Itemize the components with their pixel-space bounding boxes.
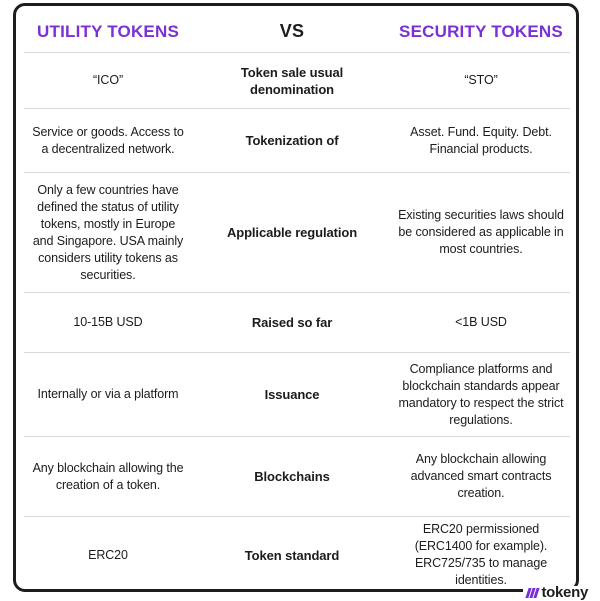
- table-row: [24, 173, 570, 293]
- security-value: Compliance platforms and blockchain standards appear mandatory to respect the strict regulations.: [398, 361, 564, 427]
- criterion-label: Token sale usual denomination: [240, 64, 344, 97]
- criterion-label: Token standard: [244, 547, 340, 563]
- header-row: [24, 10, 570, 53]
- utility-value: “ICO”: [92, 73, 124, 87]
- utility-value: Any blockchain allowing the creation of a token.: [32, 460, 184, 492]
- brand-name: tokeny: [541, 584, 588, 601]
- security-value: Asset. Fund. Equity. Debt. Financial products.: [410, 124, 552, 156]
- utility-value: Internally or via a platform: [37, 387, 179, 401]
- utility-tokens-heading: UTILITY TOKENS: [37, 21, 179, 41]
- table-row: [24, 437, 570, 517]
- table-row: [24, 53, 570, 109]
- security-value: Any blockchain allowing advanced smart contracts creation.: [410, 452, 552, 500]
- security-value: <1B USD: [455, 315, 507, 329]
- criterion-label: Issuance: [264, 387, 320, 402]
- comparison-table: [24, 10, 570, 593]
- table-row: [24, 517, 570, 593]
- table-row: [24, 109, 570, 173]
- security-value: Existing securities laws should be considered as applicable in most countries.: [398, 208, 564, 256]
- security-value: “STO”: [464, 73, 498, 87]
- tokeny-logo-icon: [527, 588, 538, 598]
- criterion-label: Tokenization of: [245, 133, 339, 148]
- utility-value: 10-15B USD: [73, 315, 143, 329]
- criterion-label: Applicable regulation: [226, 225, 358, 240]
- utility-value: Service or goods. Access to a decentralized network.: [32, 124, 184, 156]
- utility-value: Only a few countries have defined the status of utility tokens, mostly in Europe and Singapore. USA mainly considers utility tokens as securities.: [32, 182, 184, 282]
- utility-value: ERC20: [88, 547, 128, 562]
- table-row: [24, 293, 570, 353]
- criterion-label: Raised so far: [251, 315, 333, 330]
- security-tokens-heading: SECURITY TOKENS: [399, 21, 563, 41]
- tokeny-logo: [523, 586, 590, 600]
- versus-heading: VS: [279, 20, 305, 41]
- security-value: ERC20 permissioned (ERC1400 for example). ERC725/735 to manage identities.: [414, 522, 548, 587]
- table-row: [24, 353, 570, 437]
- criterion-label: Blockchains: [254, 469, 330, 484]
